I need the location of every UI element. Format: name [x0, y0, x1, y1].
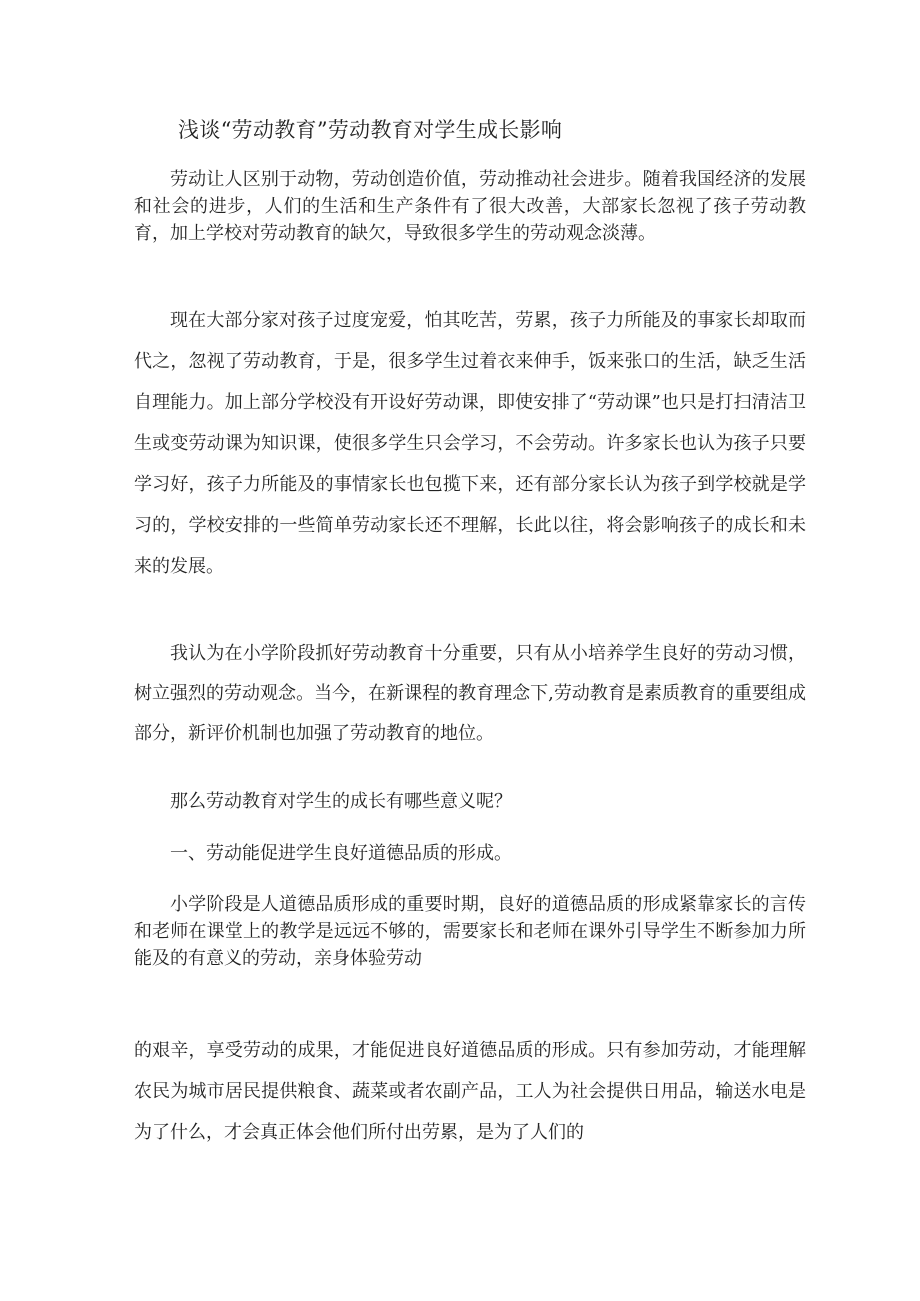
paragraph-moral-2: 的艰辛，享受劳动的成果，才能促进良好道德品质的形成。只有参加劳动，才能理解农民为城市居民提供粮食、蔬菜或者农副产品，工人为社会提供日用品，输送水电是为了什么，才会真正体会他们所付出劳累，是为了人们的: [134, 1040, 806, 1143]
section-heading-moral: 一、劳动能促进学生良好道德品质的形成。: [170, 843, 512, 864]
document-title: 浅谈“劳动教育”劳动教育对学生成长影响: [178, 118, 563, 142]
paragraph-importance: 我认为在小学阶段抓好劳动教育十分重要，只有从小培养学生良好的劳动习惯，树立强烈的劳动观念。当今，在新课程的教育理念下,劳动教育是素质教育的重要组成部分，新评价机制也加强了劳动教育的地位。: [134, 643, 806, 744]
paragraph-intro: 劳动让人区别于动物，劳动创造价值，劳动推动社会进步。随着我国经济的发展和社会的进步，人们的生活和生产条件有了很大改善，大部家长忽视了孩子劳动教育，加上学校对劳动教育的缺欠，导致很多学生的劳动观念淡薄。: [134, 169, 806, 244]
paragraph-question: 那么劳动教育对学生的成长有哪些意义呢？: [170, 791, 512, 812]
paragraph-moral-1: 小学阶段是人道德品质形成的重要时期，良好的道德品质的形成紧靠家长的言传和老师在课堂上的教学是远远不够的，需要家长和老师在课外引导学生不断参加力所能及的有意义的劳动，亲身体验劳动: [134, 894, 806, 969]
paragraph-current-situation: 现在大部分家对孩子过度宠爱，怕其吃苦，劳累，孩子力所能及的事家长却取而代之，忽视了劳动教育，于是，很多学生过着衣来伸手，饭来张口的生活，缺乏生活自理能力。加上部分学校没有开设好劳动课，即使安排了“劳动课”也只是打扫清洁卫生或变劳动课为知识课，使很多学生只会学习，不会劳动。许多家长也认为孩子只要学习好，孩子力所能及的事情家长也包揽下来，还有部分家长认为孩子到学校就是学习的，学校安排的一些简单劳动家长还不理解，长此以往，将会影响孩子的成长和未来的发展。: [134, 310, 806, 577]
